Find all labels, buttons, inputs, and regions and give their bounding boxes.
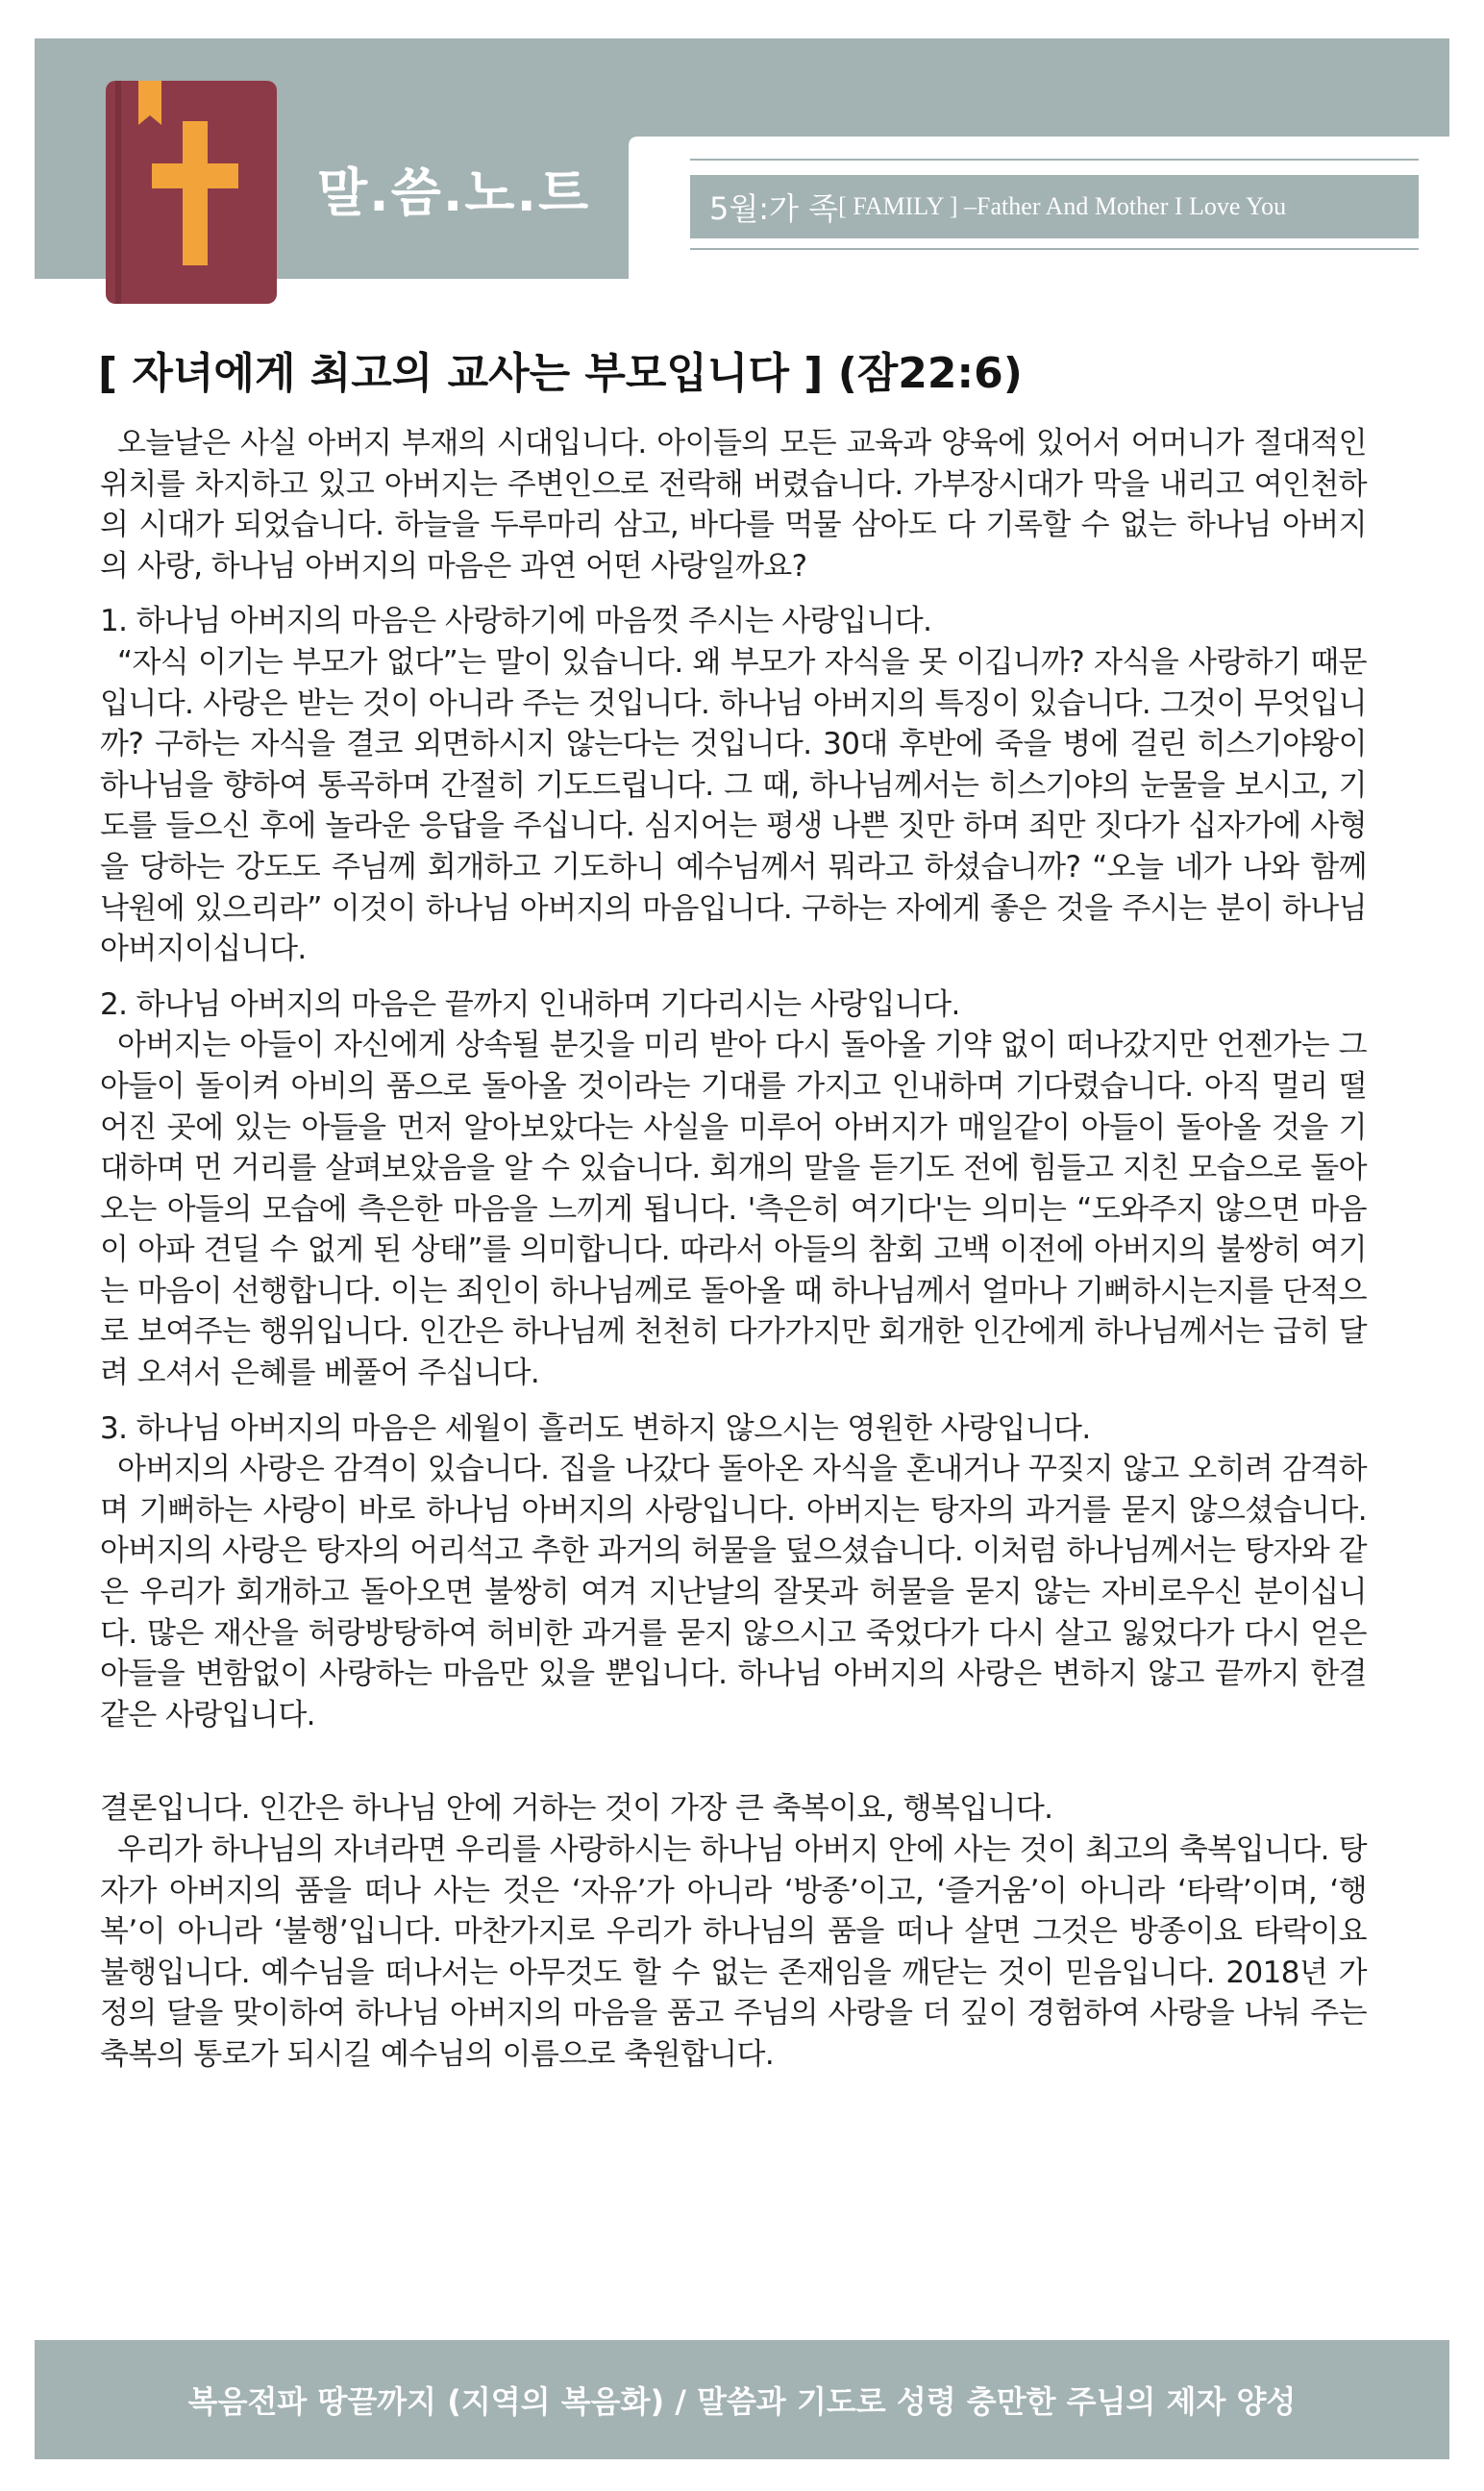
point-3-heading: 3. 하나님 아버지의 마음은 세월이 흘러도 변하지 않으시는 영원한 사랑입니다. [100,1410,1091,1446]
point-1-heading: 1. 하나님 아버지의 마음은 사랑하기에 마음껏 주시는 사랑입니다. [100,604,932,639]
month-theme-english: [ FAMILY ] –Father And Mother I Love You [838,192,1287,220]
point-2-heading: 2. 하나님 아버지의 마음은 끝까지 인내하며 기다리시는 사랑입니다. [100,986,960,1022]
point-2-body: 아버지는 아들이 자신에게 상속될 분깃을 미리 받아 다시 돌아올 기약 없이 떠나갔지만 언젠가는 그 아들이 돌이켜 아비의 품으로 돌아올 것이라는 기대를 가지고 인내하며 기다렸습니다. 아직 멀리 떨어진 곳에 있는 아들을 먼저 알아보았다는 사실을 미루어 아버지가 매일같이 아들이 돌아올 것을 기대하며 먼 거리를 살펴보았음을 알 수 있습니다. 회개의 말을 듣기도 전에 힘들고 지친 모습으로 돌아오는 아들의 모습에 측은한 마음을 느끼게 됩니다. '측은히 여기다'는 의미는 “도와주지 않으면 마음이 아파 견딜 수 없게 된 상태”를 의미합니다. 따라서 아들의 참회 고백 이전에 아버지의 불쌍히 여기는 마음이 선행합니다. 이는 죄인이 하나님께로 돌아올 때 하나님께서 얼마나 기뻐하시는지를 단적으로 보여주는 행위입니다. 인간은 하나님께 천천히 다가가지만 회개한 인간에게 하나님께서는 급히 달려 오셔서 은혜를 베풀어 주십니다. [100,1028,1367,1391]
month-divider-top [690,159,1419,161]
footer-banner [35,2340,1449,2459]
conclusion-body: 우리가 하나님의 자녀라면 우리를 사랑하시는 하나님 아버지 안에 사는 것이 최고의 축복입니다. 탕자가 아버지의 품을 떠나 사는 것은 ‘자유’가 아니라 ‘방종’이고, ‘즐거움’이 아니라 ‘타락’이며, ‘행복’이 아니라 ‘불행’입니다. 마찬가지로 우리가 하나님의 품을 떠나 살면 그것은 방종이요 타락이요 불행입니다. 예수님을 떠나서는 아무것도 할 수 없는 존재임을 깨닫는 것이 믿음입니다. 2018년 가정의 달을 맞이하여 하나님 아버지의 마음을 품고 주님의 사랑을 더 깊이 경험하여 사랑을 나눠 주는 축복의 통로가 되시길 예수님의 이름으로 축원합니다. [100,1832,1367,2072]
month-theme-korean: 5월:가 족 [709,190,839,227]
footer-text: 복음전파 땅끝까지 (지역의 복음화) / 말씀과 기도로 성령 충만한 주님의 제자 양성 [187,2383,1297,2420]
conclusion-heading: 결론입니다. 인간은 하나님 안에 거하는 것이 가장 큰 축복이요, 행복입니다. [100,1791,1053,1827]
article-body [100,423,1367,2076]
brand-title: 말.씀.노.트 [317,162,591,223]
point-3-body: 아버지의 사랑은 감격이 있습니다. 집을 나갔다 돌아온 자식을 혼내거나 꾸짖지 않고 오히려 감격하며 기뻐하는 사랑이 바로 하나님 아버지의 사랑입니다. 아버지는 탕자의 과거를 묻지 않으셨습니다. 아버지의 사랑은 탕자의 어리석고 추한 과거의 허물을 덮으셨습니다. 이처럼 하나님께서는 탕자와 같은 우리가 회개하고 돌아오면 불쌍히 여겨 지난날의 잘못과 허물을 묻지 않는 자비로우신 분이십니다. 많은 재산을 허랑방탕하여 허비한 과거를 묻지 않으시고 죽었다가 다시 살고 잃었다가 다시 얻은 아들을 변함없이 사랑하는 마음만 있을 뿐입니다. 하나님 아버지의 사랑은 변하지 않고 끝까지 한결같은 사랑입니다. [100,1452,1367,1732]
bible-icon [106,81,277,304]
point-1-body: “자식 이기는 부모가 없다”는 말이 있습니다. 왜 부모가 자식을 못 이깁니까? 자식을 사랑하기 때문입니다. 사랑은 받는 것이 아니라 주는 것입니다. 하나님 아버지의 특징이 있습니다. 그것이 무엇입니까? 구하는 자식을 결코 외면하시지 않는다는 것입니다. 30대 후반에 죽을 병에 걸린 히스기야왕이 하나님을 향하여 통곡하며 간절히 기도드립니다. 그 때, 하나님께서는 히스기야의 눈물을 보시고, 기도를 들으신 후에 놀라운 응답을 주십니다. 심지어는 평생 나쁜 짓만 하며 죄만 짓다가 십자가에 사형을 당하는 강도도 주님께 회개하고 기도하니 예수님께서 뭐라고 하셨습니까? “오늘 네가 나와 함께 낙원에 있으리라” 이것이 하나님 아버지의 마음입니다. 구하는 자에게 좋은 것을 주시는 분이 하나님 아버지이십니다. [100,644,1367,967]
month-divider-bottom [690,248,1419,250]
intro-paragraph: 오늘날은 사실 아버지 부재의 시대입니다. 아이들의 모든 교육과 양육에 있어서 어머니가 절대적인 위치를 차지하고 있고 아버지는 주변인으로 전락해 버렸습니다. 가부장시대가 막을 내리고 여인천하의 시대가 되었습니다. 하늘을 두루마리 삼고, 바다를 먹물 삼아도 다 기록할 수 없는 하나님 아버지의 사랑, 하나님 아버지의 마음은 과연 어떤 사랑일까요? [100,426,1367,584]
article-title: [ 자녀에게 최고의 교사는 부모입니다 ] (잠22:6) [98,349,1023,398]
month-theme-banner [690,175,1419,238]
